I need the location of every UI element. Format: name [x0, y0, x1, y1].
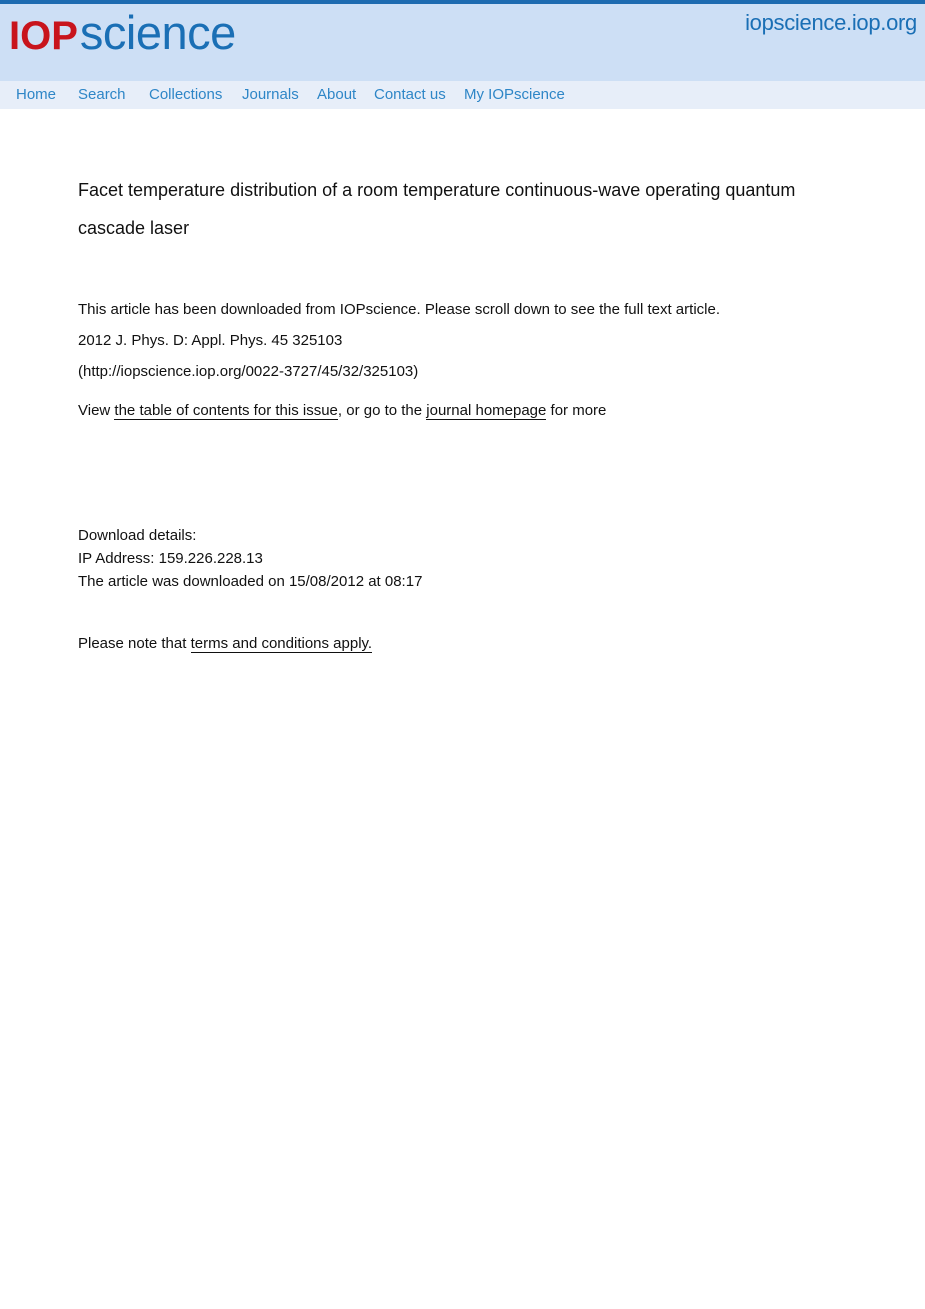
view-more-line	[78, 402, 606, 419]
nav-my-iopscience[interactable]: My IOPscience	[464, 86, 565, 103]
download-details-heading: Download details:	[78, 527, 197, 544]
logo-science-text: science	[79, 6, 236, 59]
terms-prefix: Please note that	[78, 635, 191, 652]
nav-search[interactable]: Search	[78, 86, 126, 103]
download-timestamp: The article was downloaded on 15/08/2012 at 08:17	[78, 573, 423, 590]
table-of-contents-link[interactable]: the table of contents for this issue	[114, 402, 338, 419]
nav-collections[interactable]: Collections	[149, 86, 223, 103]
nav-home[interactable]: Home	[16, 86, 57, 103]
logo-iop-text: IOP	[9, 14, 78, 58]
nav-about[interactable]: About	[317, 86, 357, 103]
article-url: (http://iopscience.iop.org/0022-3727/45/32/325103)	[78, 363, 419, 380]
iopscience-logo[interactable]	[9, 8, 236, 58]
nav-journals[interactable]: Journals	[242, 86, 299, 103]
download-notice: This article has been downloaded from IOPscience. Please scroll down to see the full text article.	[78, 301, 720, 318]
nav-contact-us[interactable]: Contact us	[374, 86, 446, 103]
site-url[interactable]: iopscience.iop.org	[745, 10, 917, 35]
article-title: Facet temperature distribution of a room temperature continuous-wave operating quantum cascade laser	[78, 180, 796, 238]
article-citation: 2012 J. Phys. D: Appl. Phys. 45 325103	[78, 332, 343, 349]
terms-notice	[78, 635, 372, 652]
site-header	[0, 4, 925, 81]
journal-homepage-link[interactable]: journal homepage	[426, 402, 547, 419]
view-middle: , or go to the	[337, 402, 427, 419]
view-prefix: View	[78, 402, 115, 419]
view-suffix: for more	[546, 402, 607, 419]
ip-address: IP Address: 159.226.228.13	[78, 550, 263, 567]
main-navigation	[0, 81, 925, 109]
terms-and-conditions-link[interactable]: terms and conditions apply.	[190, 635, 373, 652]
